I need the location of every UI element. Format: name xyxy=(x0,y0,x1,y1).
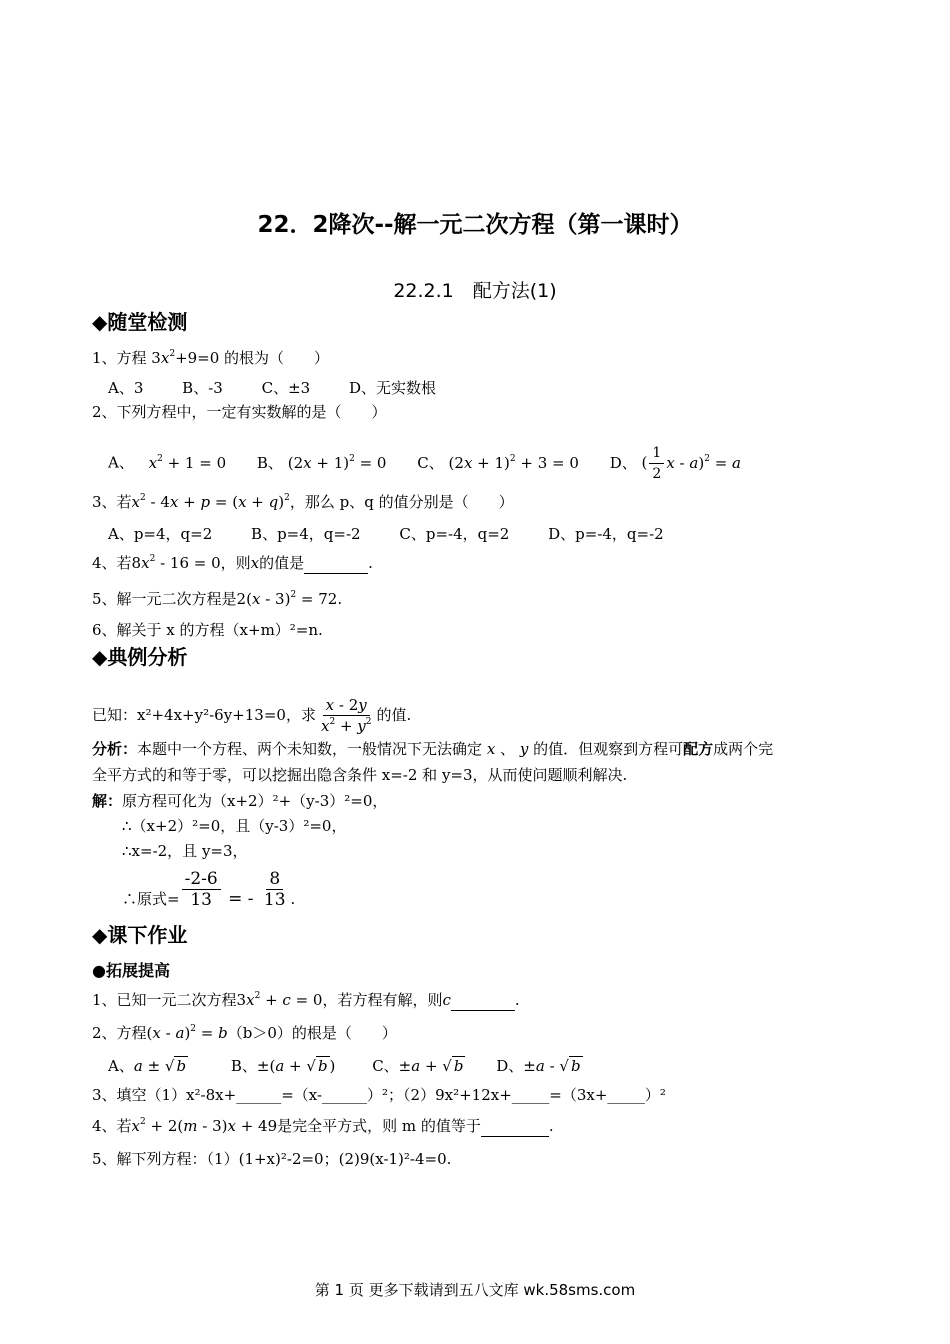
q1-text-pre: 1、方程 3 xyxy=(92,349,161,367)
check-question-6: 6、解关于 x 的方程（x+m）²=n. xyxy=(92,621,323,639)
q3-option-d: D、p=-4，q=-2 xyxy=(548,525,664,543)
h2-option-d: D、 xyxy=(496,1057,524,1075)
solution-label: 解： xyxy=(92,792,123,810)
check-question-2-options: A、 $x^2 + 1 = 0$ B、 $(2x + 1)^2 = 0$ C、 $(2x + 1)^2 + 3 = 0$ D、 ( $\frac{1}{2}$ x - a)$^2$ = a xyxy=(108,445,741,482)
h2-option-a: A、 xyxy=(108,1057,134,1075)
q3-text-pre: 3、若 xyxy=(92,493,132,511)
solution-line-1: 原方程可化为（x+2）²+（y-3）²=0， xyxy=(122,792,388,810)
example-given-post: 的值. xyxy=(376,705,412,724)
subsection-extend: ●拓展提高 xyxy=(92,961,170,980)
h4-text-pre: 4、若 xyxy=(92,1117,132,1135)
q2-option-c: C、 xyxy=(417,453,444,472)
h2-text-pre: 2、方程 xyxy=(92,1024,147,1042)
check-question-4: 4、若$8x^2 - 16 = 0$，则x的值是 . xyxy=(92,554,373,572)
example-given: 已知：x²+4x+y²-6y+13=0，求 $\frac{x - 2y}{x^2 + y^2}$ 的值. xyxy=(92,696,412,735)
q3-option-b: B、p=4，q=-2 xyxy=(251,525,361,543)
homework-question-2-options: A、a ± √ b B、±(a + √ b ) C、±a + √ b D、±a - √ b xyxy=(108,1057,581,1075)
h2-text-mid: （b＞0）的根是（ ） xyxy=(227,1024,397,1042)
frac2-numerator: 8 xyxy=(266,869,283,890)
h2-option-c: C、 xyxy=(372,1057,399,1075)
h4-text-post: 是完全平方式，则 m 的值等于 xyxy=(277,1117,481,1135)
q1-option-d: D、无实数根 xyxy=(348,379,436,397)
h2-option-b: B、 xyxy=(230,1057,257,1075)
solution-line-2: ∴（x+2）²=0，且（y-3）²=0， xyxy=(122,817,347,835)
homework-question-3: 3、填空（1）x²-8x+______=（x-______）²；（2）9x²+12x+_____=（3x+_____）² xyxy=(92,1086,666,1104)
homework-question-1: 1、已知一元二次方程$3x^2 + c = 0$，若方程有解，则c . xyxy=(92,991,520,1009)
check-question-3-options xyxy=(108,524,698,544)
q1-text-post: +9=0 的根为（ ） xyxy=(175,349,330,367)
analysis-label: 分析： xyxy=(92,740,138,758)
h1-text-mid: ，若方程有解，则 xyxy=(322,991,443,1009)
q1-option-c: C、±3 xyxy=(261,379,311,397)
analysis-bold-term: 配方 xyxy=(683,740,714,758)
check-question-5: 5、解一元二次方程是2(x - 3)$^2$ = 72. xyxy=(92,590,343,608)
homework-question-2: 2、方程(x - a)$^2$ = b（b＞0）的根是（ ） xyxy=(92,1024,397,1042)
frac1-numerator: -2-6 xyxy=(182,869,221,890)
solution-line-4-pre: ∴原式= xyxy=(122,889,180,908)
solution-line-4: ∴原式= $\frac{-2-6}{13}$ = - $\frac{8}{13}$ . xyxy=(122,869,296,910)
analysis-text-1: 本题中一个方程、两个未知数，一般情况下无法确定 xyxy=(137,740,483,758)
q4-text-post: 的值是 xyxy=(259,554,305,572)
page-footer: 第 1 页 更多下载请到五八文库 wk.58sms.com xyxy=(314,1281,636,1299)
page-title: 22．2降次--解一元二次方程（第一课时） xyxy=(257,212,693,238)
q4-text-pre: 4、若 xyxy=(92,554,132,572)
solution-line-3: ∴x=-2，且 y=3， xyxy=(122,842,248,860)
q1-option-a: A、3 xyxy=(108,379,144,397)
example-analysis-line-2: 全平方式的和等于零，可以挖掘出隐含条件 x=-2 和 y=3，从而使问题顺利解决. xyxy=(92,766,628,784)
q2-option-b: B、 xyxy=(256,453,283,472)
homework-question-4: 4、若$x^2 + 2(m - 3)x + 49$是完全平方式，则 m 的值等于 . xyxy=(92,1117,554,1135)
section-example-analysis: ◆典例分析 xyxy=(92,645,188,669)
frac2-denominator: 13 xyxy=(263,890,286,910)
q1-option-b: B、-3 xyxy=(182,379,223,397)
frac1-denominator: 13 xyxy=(190,890,212,910)
q2-option-a: A、 xyxy=(108,453,134,472)
check-question-1-options xyxy=(108,378,470,398)
q4-text-mid: ，则 xyxy=(220,554,251,572)
section-in-class-check: ◆随堂检测 xyxy=(92,310,188,334)
q2-option-d: D、 xyxy=(609,453,637,472)
example-given-pre: 已知：x²+4x+y²-6y+13=0，求 xyxy=(92,705,316,724)
example-analysis: 分析：本题中一个方程、两个未知数，一般情况下无法确定 x 、 y 的值．但观察到方程可配方成两个完 xyxy=(92,740,774,758)
check-question-2: 2、下列方程中，一定有实数解的是（ ） xyxy=(92,403,387,421)
check-question-1: 1、方程 $3x^2+9=0$ 的根为（ ） xyxy=(92,349,330,367)
q3-option-a: A、p=4，q=2 xyxy=(108,525,213,543)
section-homework: ◆课下作业 xyxy=(92,923,188,947)
example-solution xyxy=(92,791,387,811)
check-question-3: 3、若$x^2 - 4x + p = (x + q)^2$，那么 p、q 的值分别是（ ） xyxy=(92,493,514,511)
homework-question-5: 5、解下列方程：（1）(1+x)²-2=0；(2)9(x-1)²-4=0. xyxy=(92,1150,452,1168)
q5-text-pre: 5、解一元二次方程是 xyxy=(92,590,237,608)
q3-option-c: C、p=-4，q=2 xyxy=(399,525,510,543)
page-subtitle: 22.2.1 配方法(1) xyxy=(393,280,557,302)
q3-text-post: ，那么 p、q 的值分别是（ ） xyxy=(289,493,514,511)
analysis-text-2: 的值．但观察到方程可 xyxy=(533,740,684,758)
analysis-text-3: 成两个完 xyxy=(713,740,774,758)
h1-text-pre: 1、已知一元二次方程 xyxy=(92,991,237,1009)
